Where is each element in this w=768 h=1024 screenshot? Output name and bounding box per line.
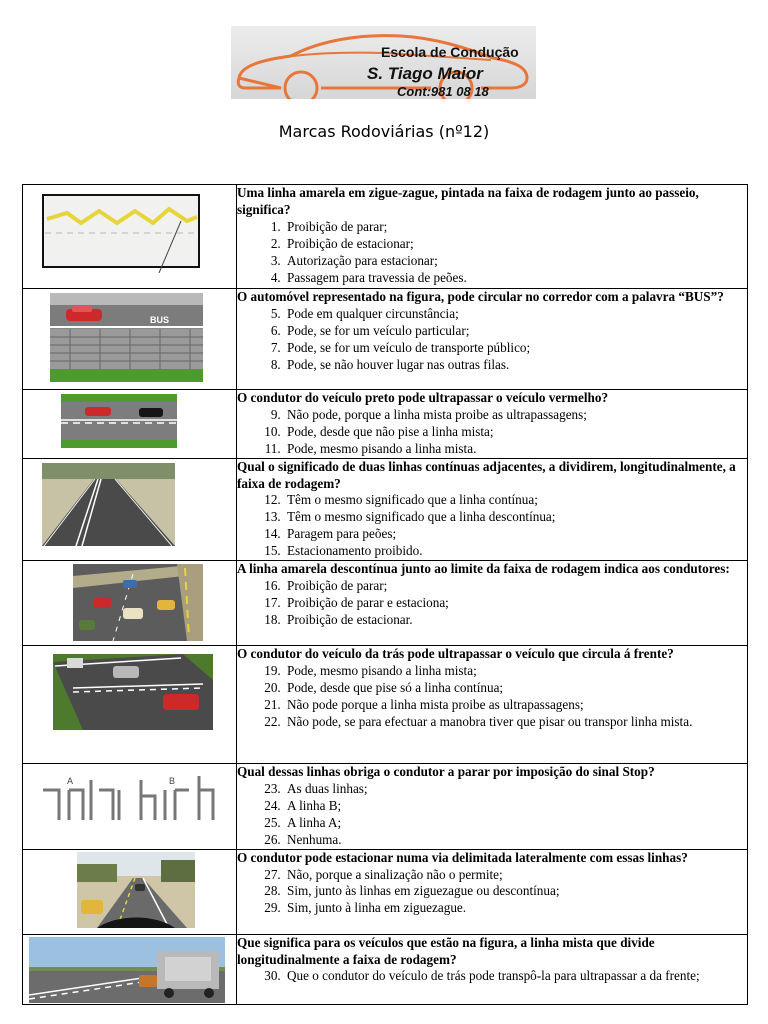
answer-option: 22. Não pode, se para efectuar a manobra tiver que pisar ou transpor linha mista.: [284, 714, 747, 731]
question-row: [23, 849, 748, 934]
logo-school-name: Escola de Condução: [381, 44, 519, 60]
question-image-cell: [23, 458, 237, 560]
answer-option: 20. Pode, desde que pise só a linha contínua;: [284, 680, 747, 697]
answer-option: 2. Proibição de estacionar;: [284, 236, 747, 253]
answer-list: [237, 968, 747, 985]
answer-option: 13. Têm o mesmo significado que a linha descontínua;: [284, 509, 747, 526]
question-text-cell: [237, 764, 748, 850]
answer-option: 4. Passagem para travessia de peões.: [284, 270, 747, 287]
line-a-label: A: [67, 776, 74, 787]
answer-list: [237, 492, 747, 560]
question-row: [23, 934, 748, 1004]
answer-option: 21. Não pode porque a linha mista proibe as ultrapassagens;: [284, 697, 747, 714]
question-text: O automóvel representado na figura, pode circular no corredor com a palavra “BUS”?: [237, 289, 724, 304]
mixed-line-overtake-image: [61, 394, 177, 448]
answer-option: 24. A linha B;: [284, 798, 747, 815]
question-row: [23, 561, 748, 646]
answer-option: 9. Não pode, porque a linha mista proibe as ultrapassagens;: [284, 407, 747, 424]
answer-option: 8. Pode, se não houver lugar nas outras filas.: [284, 357, 747, 374]
answer-option: 29. Sim, junto à linha em ziguezague.: [284, 900, 747, 917]
question-text-cell: [237, 390, 748, 459]
question-image-cell: [23, 646, 237, 764]
question-image-cell: [23, 764, 237, 850]
question-text: O condutor do veículo da trás pode ultrapassar o veículo que circula á frente?: [237, 646, 674, 662]
question-row: [23, 646, 748, 764]
answer-option: 12. Têm o mesmo significado que a linha contínua;: [284, 492, 747, 509]
question-text: Uma linha amarela em zigue-zague, pintada na faixa de rodagem junto ao passeio, significa?: [237, 185, 699, 217]
car-outline-icon: [231, 26, 536, 99]
question-text-cell: [237, 561, 748, 646]
answer-option: 3. Autorização para estacionar;: [284, 253, 747, 270]
question-text: Qual o significado de duas linhas contínuas adjacentes, a dividirem, longitudinalmente, a faixa de rodagem?: [237, 458, 736, 491]
answer-list: [237, 781, 747, 849]
answer-list: [237, 578, 747, 629]
question-row: [23, 458, 748, 560]
question-text: Que significa para os veículos que estão na figura, a linha mista que divide longitudinalmente a faixa de rodagem?: [237, 934, 655, 967]
question-image-cell: [23, 185, 237, 289]
question-row: [23, 764, 748, 850]
question-text-cell: [237, 646, 748, 764]
question-text: O condutor pode estacionar numa via delimitada lateralmente com essas linhas?: [237, 849, 688, 865]
question-image-cell: [23, 390, 237, 459]
answer-option: 5. Pode em qualquer circunstância;: [284, 306, 747, 323]
answer-option: 7. Pode, se for um veículo de transporte público;: [284, 340, 747, 357]
question-image-cell: [23, 561, 237, 646]
answer-option: 14. Paragem para peões;: [284, 526, 747, 543]
answer-option: 10. Pode, desde que não pise a linha mista;: [284, 424, 747, 441]
answer-option: 30. Que o condutor do veículo de trás pode transpô-la para ultrapassar a da frente;: [284, 968, 747, 985]
question-image-cell: [23, 289, 237, 390]
driver-view-road-image: [77, 852, 195, 928]
question-text-cell: [237, 934, 748, 1004]
answer-option: 26. Nenhuma.: [284, 832, 747, 849]
answer-option: 27. Não, porque a sinalização não o permite;: [284, 867, 747, 884]
quiz-table: [22, 184, 748, 1005]
question-text-cell: [237, 458, 748, 560]
answer-option: 25. A linha A;: [284, 815, 747, 832]
answer-option: 16. Proibição de parar;: [284, 578, 747, 595]
stop-lines-a-b-image: [39, 772, 219, 828]
question-text: Qual dessas linhas obriga o condutor a parar por imposição do sinal Stop?: [237, 764, 655, 780]
answer-option: 15. Estacionamento proibido.: [284, 543, 747, 560]
overtaking-mixed-line-image: [53, 654, 213, 730]
page-title: Marcas Rodoviárias (nº12): [278, 122, 490, 141]
question-image-cell: [23, 849, 237, 934]
answer-option: 6. Pode, se for um veículo particular;: [284, 323, 747, 340]
question-text-cell: [237, 849, 748, 934]
answer-list: [237, 663, 747, 731]
question-row: [23, 390, 748, 459]
bus-marking-text: BUS: [150, 315, 170, 325]
yellow-dashed-edge-line-image: [73, 564, 203, 641]
answer-option: 23. As duas linhas;: [284, 781, 747, 798]
answer-option: 28. Sim, junto às linhas em ziguezague ou descontínua;: [284, 883, 747, 900]
logo-school-location: S. Tiago Maior: [367, 64, 483, 83]
answer-list: [237, 306, 747, 374]
bus-lane-image: [50, 293, 203, 382]
yellow-zigzag-line-image: [41, 191, 209, 273]
question-row: [23, 289, 748, 390]
double-continuous-line-image: [42, 463, 175, 546]
answer-option: 1. Proibição de parar;: [284, 219, 747, 236]
question-text: A linha amarela descontínua junto ao limite da faixa de rodagem indica aos condutores:: [237, 561, 730, 577]
answer-option: 17. Proibição de parar e estaciona;: [284, 595, 747, 612]
answer-list: [237, 407, 747, 458]
driving-school-logo: [231, 26, 536, 99]
truck-mixed-line-image: [29, 937, 225, 1003]
question-text-cell: [237, 185, 748, 289]
question-text: O condutor do veículo preto pode ultrapassar o veículo vermelho?: [237, 390, 609, 405]
question-row: [23, 185, 748, 289]
question-image-cell: [23, 934, 237, 1004]
line-b-label: B: [169, 776, 176, 787]
answer-list: [237, 867, 747, 918]
question-text-cell: [237, 289, 748, 390]
answer-option: 18. Proibição de estacionar.: [284, 612, 747, 629]
logo-contact: Cont:981 08 18: [397, 84, 489, 99]
answer-option: 11. Pode, mesmo pisando a linha mista.: [284, 441, 747, 458]
answer-list: [237, 219, 747, 287]
answer-option: 19. Pode, mesmo pisando a linha mista;: [284, 663, 747, 680]
